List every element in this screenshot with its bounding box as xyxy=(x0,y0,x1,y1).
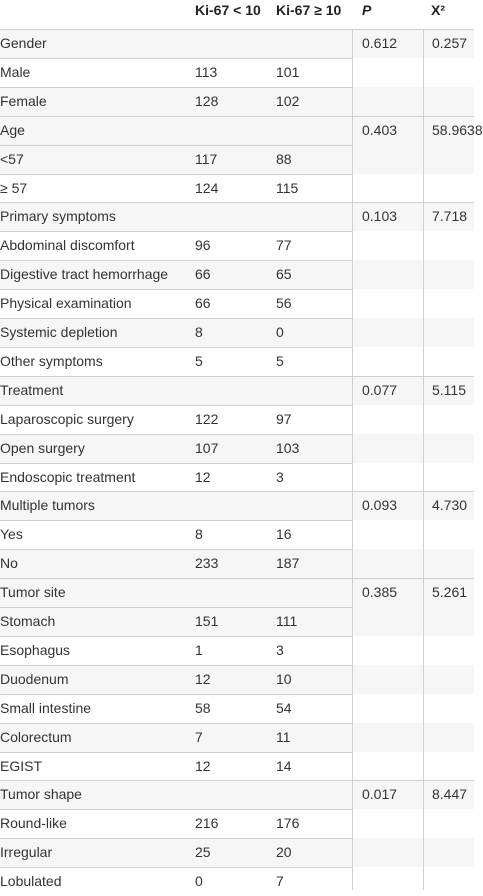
column-divider xyxy=(352,29,353,890)
row-label: No xyxy=(0,555,18,572)
cell-ki67-high: 111 xyxy=(276,613,298,629)
cell-ki67-low: 1 xyxy=(195,641,203,658)
table-row xyxy=(0,838,474,867)
header-ki67-low: Ki-67 < 10 xyxy=(195,2,261,18)
row-shade xyxy=(0,607,474,636)
cell-ki67-high: 77 xyxy=(276,237,292,254)
row-divider xyxy=(0,347,352,348)
cell-ki67-low: 216 xyxy=(195,815,219,832)
cell-p-value: 0.403 xyxy=(362,121,398,138)
row-divider xyxy=(0,838,352,839)
row-divider xyxy=(0,607,352,608)
row-label: Lobulated xyxy=(0,873,62,890)
cell-ki67-high: 102 xyxy=(276,92,300,109)
cell-ki67-low: 151 xyxy=(195,613,219,629)
row-divider xyxy=(0,752,352,753)
table-header xyxy=(0,0,474,26)
row-shade xyxy=(0,376,474,405)
table-row xyxy=(0,231,474,260)
row-divider xyxy=(0,116,474,117)
header-chi-square: X² xyxy=(431,2,445,18)
row-label: Gender xyxy=(0,35,47,51)
row-divider xyxy=(0,231,352,232)
row-divider xyxy=(0,58,352,59)
row-label: Systemic depletion xyxy=(0,324,118,340)
row-label: Colorectum xyxy=(0,728,72,745)
cell-ki67-high: 103 xyxy=(276,439,300,456)
row-label: Duodenum xyxy=(0,670,69,687)
cell-ki67-low: 7 xyxy=(195,728,203,745)
cell-chi-square: 8.447 xyxy=(432,786,468,803)
table-row xyxy=(0,289,474,318)
group-row xyxy=(0,376,474,405)
row-label: Tumor shape xyxy=(0,786,82,803)
row-divider xyxy=(0,405,352,406)
cell-ki67-high: 115 xyxy=(276,179,299,196)
cell-ki67-low: 8 xyxy=(195,324,203,340)
cell-ki67-low: 124 xyxy=(195,179,219,196)
group-row xyxy=(0,780,474,809)
row-label: Other symptoms xyxy=(0,352,103,369)
cell-ki67-low: 107 xyxy=(195,439,219,456)
table-row xyxy=(0,636,474,665)
row-label: ≥ 57 xyxy=(0,179,28,196)
cell-ki67-high: 0 xyxy=(276,324,284,340)
table-row xyxy=(0,405,474,434)
table-row xyxy=(0,607,474,636)
row-shade xyxy=(0,838,474,867)
row-label: Treatment xyxy=(0,381,64,398)
cell-p-value: 0.017 xyxy=(362,786,398,803)
row-shade xyxy=(0,145,474,174)
table-row xyxy=(0,347,474,376)
row-divider xyxy=(0,665,352,666)
row-divider xyxy=(0,260,352,261)
row-label: <57 xyxy=(0,150,24,167)
table-row xyxy=(0,752,474,781)
row-label: Primary symptoms xyxy=(0,208,116,225)
row-label: Irregular xyxy=(0,844,53,861)
row-divider xyxy=(0,578,474,579)
cell-chi-square: 4.730 xyxy=(432,497,468,514)
row-divider xyxy=(0,694,352,695)
cell-ki67-high: 187 xyxy=(276,555,300,572)
row-shade xyxy=(0,116,474,145)
cell-ki67-high: 5 xyxy=(276,352,284,369)
row-label: Yes xyxy=(0,526,23,543)
row-divider xyxy=(0,809,352,810)
cell-p-value: 0.385 xyxy=(362,584,398,601)
row-divider xyxy=(0,463,352,464)
cell-ki67-high: 56 xyxy=(276,295,292,312)
cell-ki67-low: 113 xyxy=(195,63,218,80)
cell-ki67-high: 11 xyxy=(276,728,291,745)
row-shade xyxy=(0,29,474,58)
row-label: Open surgery xyxy=(0,439,85,456)
table-row xyxy=(0,694,474,723)
cell-ki67-low: 25 xyxy=(195,844,211,861)
cell-chi-square: 58.9638 xyxy=(432,121,483,138)
row-divider xyxy=(0,520,352,521)
row-divider xyxy=(0,289,352,290)
row-label: Digestive tract hemorrhage xyxy=(0,266,169,283)
cell-ki67-low: 96 xyxy=(195,237,211,254)
group-row xyxy=(0,202,474,231)
row-divider xyxy=(0,491,474,492)
cell-ki67-low: 12 xyxy=(195,468,211,485)
cell-chi-square: 7.718 xyxy=(432,208,468,225)
group-row xyxy=(0,29,474,58)
row-label: Small intestine xyxy=(0,699,92,716)
row-divider xyxy=(0,376,474,377)
table-row xyxy=(0,145,474,174)
row-label: Laparoscopic surgery xyxy=(0,410,134,427)
cell-ki67-low: 0 xyxy=(195,873,203,890)
table-row xyxy=(0,549,474,578)
column-divider xyxy=(423,29,424,890)
cell-ki67-high: 101 xyxy=(276,63,300,80)
cell-ki67-high: 20 xyxy=(276,844,292,861)
cell-ki67-low: 233 xyxy=(195,555,219,572)
table-row xyxy=(0,665,474,694)
cell-ki67-low: 5 xyxy=(195,352,203,369)
table-row xyxy=(0,174,474,203)
row-label: Abdominal discomfort xyxy=(0,237,135,254)
cell-chi-square: 0.257 xyxy=(432,35,468,51)
cell-ki67-high: 16 xyxy=(276,526,292,543)
row-label: Physical examination xyxy=(0,295,132,312)
row-divider xyxy=(0,145,352,146)
row-label: Multiple tumors xyxy=(0,497,95,514)
table-row xyxy=(0,260,474,289)
cell-ki67-low: 122 xyxy=(195,410,219,427)
cell-chi-square: 5.115 xyxy=(432,381,466,398)
header-ki67-high: Ki-67 ≥ 10 xyxy=(276,2,342,18)
row-shade xyxy=(0,578,474,607)
row-shade xyxy=(0,87,474,116)
row-label: EGIST xyxy=(0,757,43,774)
cell-ki67-high: 88 xyxy=(276,150,292,167)
table-row xyxy=(0,87,474,116)
row-divider xyxy=(0,29,474,30)
cell-ki67-high: 10 xyxy=(276,670,292,687)
row-label: Stomach xyxy=(0,613,56,629)
row-divider xyxy=(0,87,352,88)
row-label: Female xyxy=(0,92,47,109)
cell-p-value: 0.077 xyxy=(362,381,398,398)
row-label: Male xyxy=(0,63,31,80)
cell-ki67-high: 65 xyxy=(276,266,292,283)
table-row xyxy=(0,463,474,492)
cell-ki67-low: 128 xyxy=(195,92,219,109)
row-divider xyxy=(0,174,352,175)
table-row xyxy=(0,318,474,347)
cell-ki67-high: 3 xyxy=(276,641,284,658)
row-divider xyxy=(0,867,352,868)
header-p-value: P xyxy=(362,2,372,18)
cell-ki67-high: 14 xyxy=(276,757,292,774)
row-label: Endoscopic treatment xyxy=(0,468,136,485)
table-row xyxy=(0,58,474,87)
cell-ki67-low: 8 xyxy=(195,526,203,543)
group-row xyxy=(0,578,474,607)
cell-ki67-high: 7 xyxy=(276,873,284,890)
row-divider xyxy=(0,780,474,781)
row-label: Age xyxy=(0,121,25,138)
cell-chi-square: 5.261 xyxy=(432,584,468,601)
cell-ki67-high: 176 xyxy=(276,815,300,832)
row-divider xyxy=(0,434,352,435)
table-row xyxy=(0,809,474,838)
table-row xyxy=(0,434,474,463)
cell-ki67-low: 58 xyxy=(195,699,211,716)
table-row xyxy=(0,520,474,549)
cell-ki67-low: 117 xyxy=(195,150,218,167)
group-row xyxy=(0,491,474,520)
row-label: Esophagus xyxy=(0,641,71,658)
row-label: Tumor site xyxy=(0,584,66,601)
cell-p-value: 0.612 xyxy=(362,35,398,51)
cell-p-value: 0.103 xyxy=(362,208,398,225)
cell-ki67-low: 12 xyxy=(195,670,211,687)
row-shade xyxy=(0,665,474,694)
row-divider xyxy=(0,202,474,203)
cell-ki67-high: 3 xyxy=(276,468,284,485)
cell-ki67-low: 66 xyxy=(195,266,211,283)
row-shade xyxy=(0,549,474,578)
row-divider xyxy=(0,723,352,724)
table-row xyxy=(0,723,474,752)
cell-ki67-low: 12 xyxy=(195,757,211,774)
cell-ki67-high: 97 xyxy=(276,410,292,427)
row-label: Round-like xyxy=(0,815,67,832)
row-divider xyxy=(0,549,352,550)
cell-p-value: 0.093 xyxy=(362,497,398,514)
row-divider xyxy=(0,636,352,637)
row-divider xyxy=(0,318,352,319)
table-row xyxy=(0,867,474,896)
cell-ki67-high: 54 xyxy=(276,699,292,716)
group-row xyxy=(0,116,483,145)
cell-ki67-low: 66 xyxy=(195,295,211,312)
